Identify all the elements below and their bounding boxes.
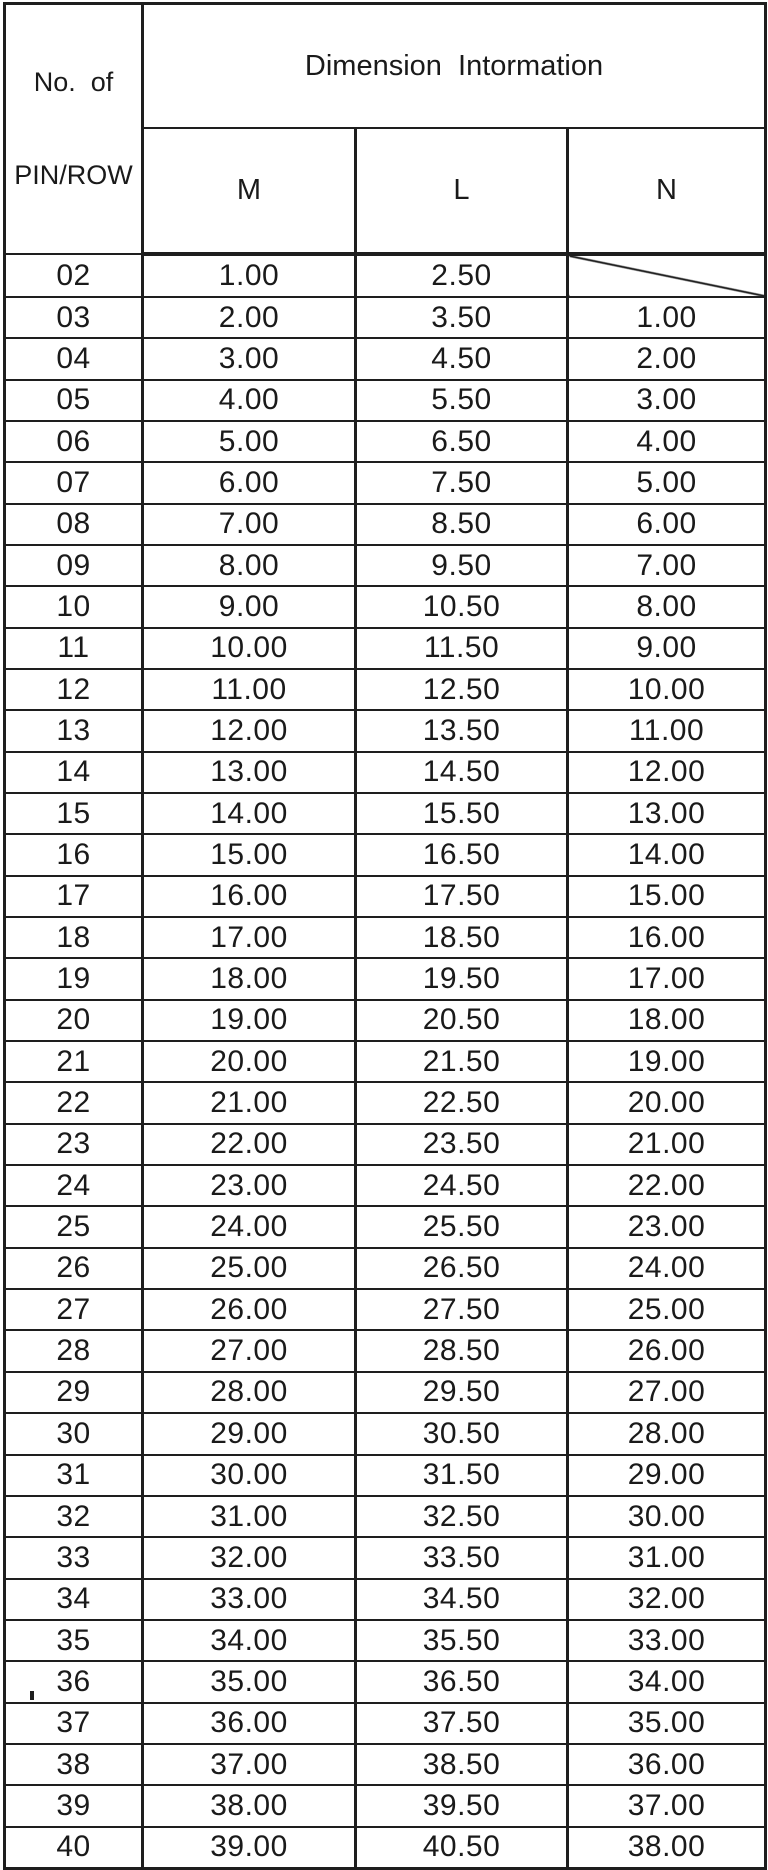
table-row <box>5 297 766 338</box>
pin-count-cell: 36 <box>5 1661 143 1702</box>
pin-per-row-header-cell <box>5 4 143 255</box>
table-row <box>5 1206 766 1247</box>
table-row <box>5 1827 766 1869</box>
m-value-cell: 21.00 <box>143 1082 356 1123</box>
m-value-cell: 14.00 <box>143 793 356 834</box>
l-value-cell: 17.50 <box>356 876 568 917</box>
table-row <box>5 1248 766 1289</box>
l-value-cell: 37.50 <box>356 1703 568 1744</box>
m-value-cell: 27.00 <box>143 1330 356 1371</box>
l-value-cell: 19.50 <box>356 958 568 999</box>
l-value-cell: 16.50 <box>356 834 568 875</box>
pin-count-cell: 05 <box>5 380 143 421</box>
n-value-cell: 14.00 <box>568 834 766 875</box>
n-value-cell: 29.00 <box>568 1455 766 1496</box>
m-value-cell: 5.00 <box>143 421 356 462</box>
pin-count-cell: 03 <box>5 297 143 338</box>
m-value-cell: 12.00 <box>143 710 356 751</box>
n-value-cell: 37.00 <box>568 1785 766 1826</box>
n-value-cell: 27.00 <box>568 1372 766 1413</box>
l-value-cell: 10.50 <box>356 586 568 627</box>
pin-count-cell: 27 <box>5 1289 143 1330</box>
n-value-cell: 26.00 <box>568 1330 766 1371</box>
l-value-cell: 8.50 <box>356 504 568 545</box>
l-value-cell: 32.50 <box>356 1496 568 1537</box>
m-value-cell: 23.00 <box>143 1165 356 1206</box>
l-value-cell: 14.50 <box>356 752 568 793</box>
l-value-cell: 13.50 <box>356 710 568 751</box>
m-value-cell: 1.00 <box>143 254 356 297</box>
table-row <box>5 1661 766 1702</box>
table-row <box>5 876 766 917</box>
m-value-cell: 13.00 <box>143 752 356 793</box>
dimension-table-body <box>5 254 766 1869</box>
m-value-cell: 8.00 <box>143 545 356 586</box>
n-value-cell: 32.00 <box>568 1579 766 1620</box>
n-value-cell: 24.00 <box>568 1248 766 1289</box>
pin-count-cell: 11 <box>5 628 143 669</box>
m-value-cell: 39.00 <box>143 1827 356 1869</box>
n-value-cell: 9.00 <box>568 628 766 669</box>
m-value-cell: 16.00 <box>143 876 356 917</box>
m-value-cell: 7.00 <box>143 504 356 545</box>
table-row <box>5 917 766 958</box>
dimension-information-table <box>3 2 767 1870</box>
table-row <box>5 380 766 421</box>
pin-count-cell: 13 <box>5 710 143 751</box>
n-value-cell: 34.00 <box>568 1661 766 1702</box>
l-value-cell: 25.50 <box>356 1206 568 1247</box>
table-row <box>5 254 766 297</box>
table-row <box>5 1455 766 1496</box>
pin-count-cell: 21 <box>5 1041 143 1082</box>
l-value-cell: 24.50 <box>356 1165 568 1206</box>
table-row <box>5 1785 766 1826</box>
table-row <box>5 1703 766 1744</box>
m-value-cell: 32.00 <box>143 1537 356 1578</box>
n-value-cell: 21.00 <box>568 1124 766 1165</box>
pin-count-cell: 04 <box>5 338 143 379</box>
l-value-cell: 33.50 <box>356 1537 568 1578</box>
pin-count-cell: 20 <box>5 1000 143 1041</box>
n-value-cell: 30.00 <box>568 1496 766 1537</box>
n-value-cell: 38.00 <box>568 1827 766 1869</box>
column-header-l: L <box>356 128 568 254</box>
table-row <box>5 1620 766 1661</box>
n-value-cell: 25.00 <box>568 1289 766 1330</box>
l-value-cell: 2.50 <box>356 254 568 297</box>
n-value-cell: 4.00 <box>568 421 766 462</box>
n-value-cell: 11.00 <box>568 710 766 751</box>
table-row <box>5 1372 766 1413</box>
n-value-cell: 15.00 <box>568 876 766 917</box>
l-value-cell: 34.50 <box>356 1579 568 1620</box>
l-value-cell: 23.50 <box>356 1124 568 1165</box>
table-row <box>5 628 766 669</box>
l-value-cell: 18.50 <box>356 917 568 958</box>
m-value-cell: 20.00 <box>143 1041 356 1082</box>
column-header-m: M <box>143 128 356 254</box>
n-value-cell: 16.00 <box>568 917 766 958</box>
table-row <box>5 586 766 627</box>
n-value-cell: 28.00 <box>568 1413 766 1454</box>
table-row <box>5 710 766 751</box>
pin-count-cell: 14 <box>5 752 143 793</box>
pin-count-cell: 26 <box>5 1248 143 1289</box>
l-value-cell: 31.50 <box>356 1455 568 1496</box>
l-value-cell: 5.50 <box>356 380 568 421</box>
n-value-cell: 2.00 <box>568 338 766 379</box>
l-value-cell: 11.50 <box>356 628 568 669</box>
m-value-cell: 3.00 <box>143 338 356 379</box>
pin-count-cell: 06 <box>5 421 143 462</box>
pin-count-cell: 16 <box>5 834 143 875</box>
pin-count-cell: 17 <box>5 876 143 917</box>
pin-count-cell: 40 <box>5 1827 143 1869</box>
n-value-cell: 10.00 <box>568 669 766 710</box>
l-value-cell: 30.50 <box>356 1413 568 1454</box>
pin-count-cell: 38 <box>5 1744 143 1785</box>
m-value-cell: 15.00 <box>143 834 356 875</box>
pin-count-cell: 07 <box>5 462 143 503</box>
l-value-cell: 4.50 <box>356 338 568 379</box>
n-value-cell: 22.00 <box>568 1165 766 1206</box>
bottom-edge-tick-mark <box>30 1691 34 1700</box>
table-row <box>5 1744 766 1785</box>
table-row <box>5 1537 766 1578</box>
table-row <box>5 793 766 834</box>
n-value-cell: 3.00 <box>568 380 766 421</box>
l-value-cell: 38.50 <box>356 1744 568 1785</box>
table-row <box>5 669 766 710</box>
m-value-cell: 10.00 <box>143 628 356 669</box>
pin-count-cell: 28 <box>5 1330 143 1371</box>
n-value-cell: 1.00 <box>568 297 766 338</box>
pin-count-cell: 34 <box>5 1579 143 1620</box>
n-value-cell: 6.00 <box>568 504 766 545</box>
pin-count-cell: 39 <box>5 1785 143 1826</box>
m-value-cell: 4.00 <box>143 380 356 421</box>
m-value-cell: 18.00 <box>143 958 356 999</box>
pin-count-cell: 32 <box>5 1496 143 1537</box>
table-row <box>5 545 766 586</box>
n-value-cell: 12.00 <box>568 752 766 793</box>
table-row <box>5 1165 766 1206</box>
pin-count-cell: 31 <box>5 1455 143 1496</box>
pin-count-cell: 25 <box>5 1206 143 1247</box>
n-value-cell: 20.00 <box>568 1082 766 1123</box>
m-value-cell: 33.00 <box>143 1579 356 1620</box>
l-value-cell: 22.50 <box>356 1082 568 1123</box>
pin-count-cell: 29 <box>5 1372 143 1413</box>
l-value-cell: 35.50 <box>356 1620 568 1661</box>
l-value-cell: 9.50 <box>356 545 568 586</box>
pin-count-cell: 08 <box>5 504 143 545</box>
m-value-cell: 25.00 <box>143 1248 356 1289</box>
l-value-cell: 6.50 <box>356 421 568 462</box>
m-value-cell: 22.00 <box>143 1124 356 1165</box>
pin-count-cell: 24 <box>5 1165 143 1206</box>
m-value-cell: 26.00 <box>143 1289 356 1330</box>
table-row <box>5 1496 766 1537</box>
table-header <box>5 4 766 255</box>
n-value-cell: 35.00 <box>568 1703 766 1744</box>
pin-count-cell: 12 <box>5 669 143 710</box>
n-value-cell: 31.00 <box>568 1537 766 1578</box>
n-value-cell: 18.00 <box>568 1000 766 1041</box>
table-row <box>5 958 766 999</box>
l-value-cell: 20.50 <box>356 1000 568 1041</box>
l-value-cell: 7.50 <box>356 462 568 503</box>
table-row <box>5 1289 766 1330</box>
n-value-cell: 23.00 <box>568 1206 766 1247</box>
n-value-cell: 17.00 <box>568 958 766 999</box>
pin-count-cell: 23 <box>5 1124 143 1165</box>
m-value-cell: 24.00 <box>143 1206 356 1247</box>
m-value-cell: 34.00 <box>143 1620 356 1661</box>
m-value-cell: 17.00 <box>143 917 356 958</box>
n-value-cell: 36.00 <box>568 1744 766 1785</box>
pin-count-cell: 30 <box>5 1413 143 1454</box>
pin-count-cell: 09 <box>5 545 143 586</box>
pin-count-cell: 33 <box>5 1537 143 1578</box>
l-value-cell: 27.50 <box>356 1289 568 1330</box>
column-header-n: N <box>568 128 766 254</box>
m-value-cell: 28.00 <box>143 1372 356 1413</box>
table-row <box>5 1413 766 1454</box>
n-not-applicable-diagonal-cell <box>568 254 766 297</box>
table-row <box>5 834 766 875</box>
pin-count-cell: 02 <box>5 254 143 297</box>
table-row <box>5 504 766 545</box>
n-value-cell: 5.00 <box>568 462 766 503</box>
m-value-cell: 31.00 <box>143 1496 356 1537</box>
pin-header-line2: PIN/ROW <box>14 160 133 191</box>
table-row <box>5 1124 766 1165</box>
l-value-cell: 36.50 <box>356 1661 568 1702</box>
pin-count-cell: 22 <box>5 1082 143 1123</box>
table-row <box>5 1041 766 1082</box>
l-value-cell: 12.50 <box>356 669 568 710</box>
m-value-cell: 19.00 <box>143 1000 356 1041</box>
table-row <box>5 1330 766 1371</box>
table-row <box>5 338 766 379</box>
n-value-cell: 7.00 <box>568 545 766 586</box>
pin-count-cell: 37 <box>5 1703 143 1744</box>
m-value-cell: 6.00 <box>143 462 356 503</box>
l-value-cell: 21.50 <box>356 1041 568 1082</box>
m-value-cell: 29.00 <box>143 1413 356 1454</box>
m-value-cell: 2.00 <box>143 297 356 338</box>
pin-count-cell: 10 <box>5 586 143 627</box>
table-row <box>5 421 766 462</box>
m-value-cell: 38.00 <box>143 1785 356 1826</box>
pin-count-cell: 18 <box>5 917 143 958</box>
l-value-cell: 39.50 <box>356 1785 568 1826</box>
n-value-cell: 33.00 <box>568 1620 766 1661</box>
pin-count-cell: 19 <box>5 958 143 999</box>
table-row <box>5 1000 766 1041</box>
l-value-cell: 40.50 <box>356 1827 568 1869</box>
table-row <box>5 752 766 793</box>
pin-count-cell: 15 <box>5 793 143 834</box>
pin-count-cell: 35 <box>5 1620 143 1661</box>
header-group-row <box>5 4 766 129</box>
dimension-information-header-cell: Dimension Intormation <box>143 4 766 129</box>
l-value-cell: 3.50 <box>356 297 568 338</box>
table-row <box>5 1082 766 1123</box>
l-value-cell: 26.50 <box>356 1248 568 1289</box>
m-value-cell: 11.00 <box>143 669 356 710</box>
m-value-cell: 9.00 <box>143 586 356 627</box>
m-value-cell: 37.00 <box>143 1744 356 1785</box>
table-row <box>5 462 766 503</box>
pin-header-line1: No. of <box>33 67 114 98</box>
table-row <box>5 1579 766 1620</box>
n-value-cell: 8.00 <box>568 586 766 627</box>
m-value-cell: 36.00 <box>143 1703 356 1744</box>
m-value-cell: 35.00 <box>143 1661 356 1702</box>
l-value-cell: 28.50 <box>356 1330 568 1371</box>
l-value-cell: 29.50 <box>356 1372 568 1413</box>
l-value-cell: 15.50 <box>356 793 568 834</box>
n-value-cell: 13.00 <box>568 793 766 834</box>
n-value-cell: 19.00 <box>568 1041 766 1082</box>
m-value-cell: 30.00 <box>143 1455 356 1496</box>
